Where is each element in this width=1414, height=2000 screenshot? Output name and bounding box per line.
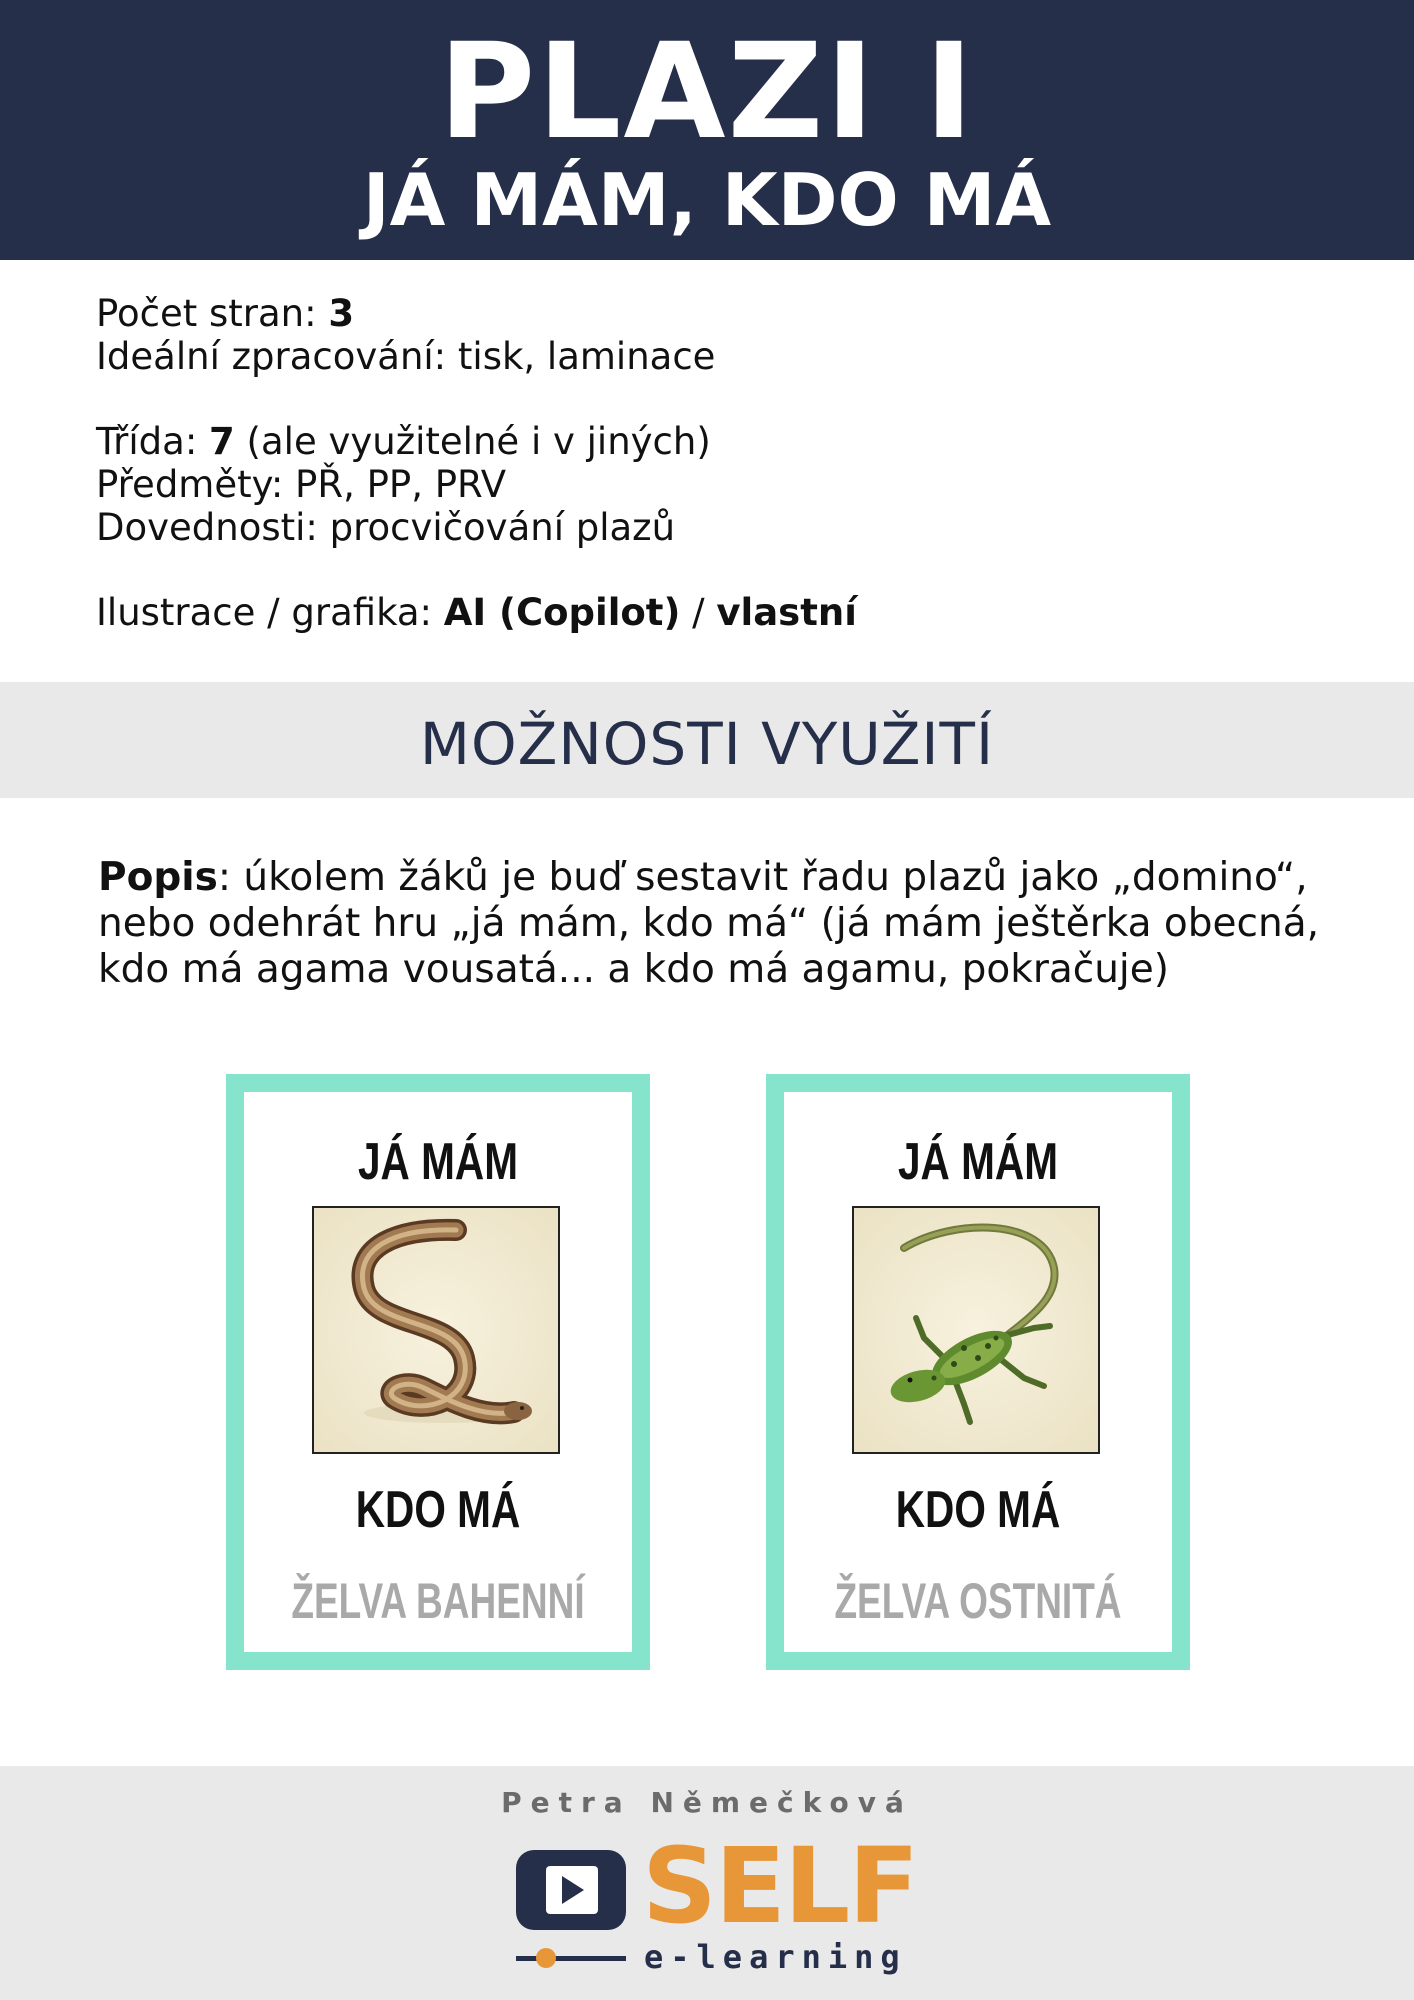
- next-reptile-name: ŽELVA BAHENNÍ: [291, 1573, 585, 1629]
- author-name: Petra Němečková: [501, 1786, 913, 1819]
- illustration-label: Ilustrace / grafika:: [96, 591, 444, 634]
- pages-line: [96, 292, 1296, 335]
- kdo-ma-label: KDO MÁ: [895, 1481, 1061, 1539]
- illustration-line: [96, 591, 1296, 634]
- self-elearning-logo: [516, 1825, 918, 1990]
- green-lizard-illustration: [852, 1206, 1100, 1454]
- progress-line: [516, 1956, 626, 1961]
- page-title: PLAZI I: [438, 15, 976, 169]
- next-reptile-name: ŽELVA OSTNITÁ: [834, 1573, 1122, 1629]
- slow-worm-illustration: [312, 1206, 560, 1454]
- kdo-ma-label: KDO MÁ: [355, 1481, 521, 1539]
- subjects-line: Předměty: PŘ, PP, PRV: [96, 463, 507, 506]
- ja-mam-label: JÁ MÁM: [358, 1133, 518, 1191]
- description-label: Popis: [98, 855, 218, 900]
- description-text: : úkolem žáků je buď sestavit řadu plazů jako „domino“, nebo odehrát hru „já mám, kdo má“ (já mám ještěrka obecná, kdo má agama vousatá... a kdo má agamu, pokračuje): [98, 855, 1319, 992]
- logo-text: SELF: [642, 1825, 918, 1947]
- illustration-ai: AI (Copilot): [443, 591, 681, 634]
- game-card-1: [226, 1074, 650, 1670]
- processing-line: Ideální zpracování: tisk, laminace: [96, 335, 716, 378]
- logo-subtext: e-learning: [644, 1938, 907, 1976]
- page-subtitle: JÁ MÁM, KDO MÁ: [362, 158, 1052, 242]
- ja-mam-label: JÁ MÁM: [898, 1133, 1058, 1191]
- grade-note: (ale využitelné i v jiných): [234, 420, 711, 463]
- skills-line: Dovednosti: procvičování plazů: [96, 506, 676, 549]
- info-block: [96, 292, 1296, 634]
- illustration-sep: /: [680, 591, 717, 634]
- grade-line: [96, 420, 1296, 463]
- section-band: [0, 682, 1414, 798]
- footer: [0, 1766, 1414, 2000]
- play-icon: [516, 1850, 626, 1930]
- pages-value: 3: [328, 292, 355, 335]
- section-title: MOŽNOSTI VYUŽITÍ: [419, 710, 995, 778]
- pages-label: Počet stran:: [96, 292, 329, 335]
- grade-label: Třída:: [96, 420, 210, 463]
- progress-dot: [536, 1948, 556, 1968]
- description: [98, 855, 1338, 993]
- header-banner: [0, 0, 1414, 260]
- grade-value: 7: [209, 420, 235, 463]
- illustration-own: vlastní: [716, 591, 857, 634]
- game-card-2: [766, 1074, 1190, 1670]
